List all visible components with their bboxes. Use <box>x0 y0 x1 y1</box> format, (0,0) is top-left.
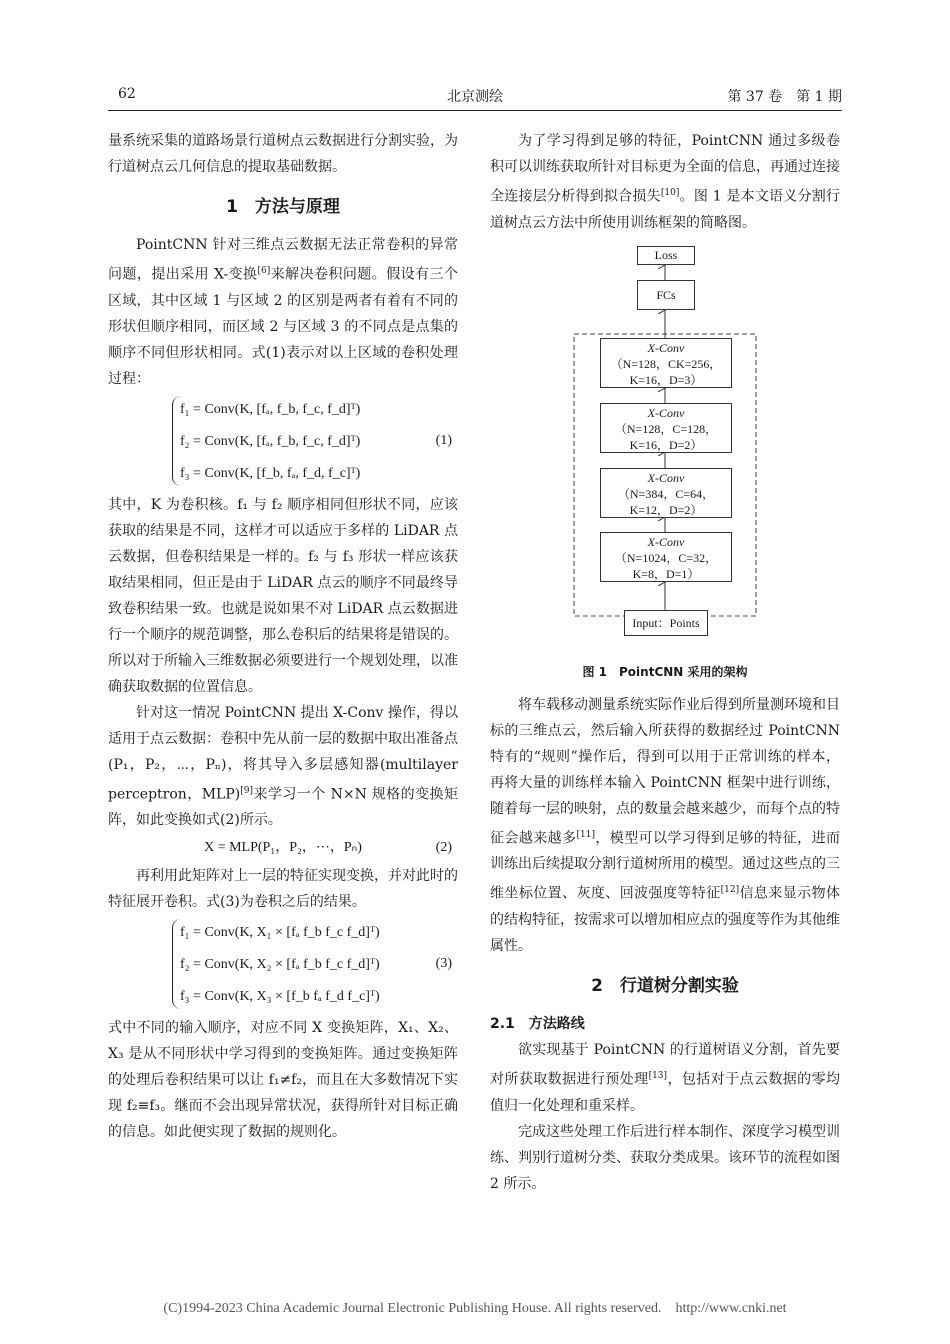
loss-box: Loss <box>637 246 695 265</box>
fcs-box: FCs <box>637 280 695 310</box>
paragraph: 完成这些处理工作后进行样本制作、深度学习模型训练、判别行道树分类、获取分类成果。该环节的流程如图 2 所示。 <box>490 1123 840 1192</box>
paragraph: 针对这一情况 PointCNN 提出 X-Conv 操作，得以适用于点云数据：卷积中先从前一层的数据中取出准备点(P₁，P₂，⋯，Pₙ)，将其导入多层感知器(multilayer perceptron，MLP)[9]来学习一个 N×N 规格的变换矩阵，如此变换如式(2)所示。 <box>108 704 458 829</box>
citation: [9] <box>240 785 253 796</box>
xconv-box: X-Conv （N=1024，C=32， K=8，D=1） <box>600 532 732 582</box>
paragraph: 再利用此矩阵对上一层的特征实现变换，并对此时的特征展开卷积。式(3)为卷积之后的结果。 <box>108 868 458 911</box>
equation-number: (1) <box>435 432 452 448</box>
citation: [10] <box>660 188 680 198</box>
right-column <box>490 128 840 1197</box>
equation-line: f₁ = Conv(K, X₁ × [fₐ f_b f_c f_d]ᵀ) <box>180 925 380 941</box>
copyright-footer: (C)1994-2023 China Academic Journal Electronic Publishing House. All rights reserved. http://www.cnki.net <box>163 1301 787 1316</box>
citation: [13] <box>648 1070 668 1081</box>
equation-2 <box>108 833 458 863</box>
paragraph: 为了学习得到足够的特征，PointCNN 通过多级卷积可以训练获取所针对目标更为全面的信息，再通过连接全连接层分析得到拟合损失[10]。图 1 是本文语义分割行道树点云方法中所使用训练框架的简略图。 <box>490 133 841 231</box>
equation-line: f₂ = Conv(K, X₂ × [fₐ f_b f_c f_d]ᵀ) <box>180 957 380 973</box>
figure-caption: 图 1 PointCNN 采用的架构 <box>582 664 748 679</box>
equation-number: (2) <box>435 840 452 856</box>
xconv-box: X-Conv （N=384，C=64， K=12，D=2） <box>600 468 732 518</box>
subsection-heading: 2.1 方法路线 <box>490 1015 585 1032</box>
issue-info: 第 37 卷 第 1 期 <box>727 89 842 105</box>
equation-line: f₃ = Conv(K, [f_b, fₐ, f_d, f_c]ᵀ) <box>180 465 361 481</box>
paragraph: 量系统采集的道路场景行道树点云数据进行分割实验，为行道树点云几何信息的提取基础数据。 <box>108 133 458 175</box>
xconv-box: X-Conv （N=128，C=128， K=16，D=2） <box>600 403 732 453</box>
paragraph: PointCNN 针对三维点云数据无法正常卷积的异常问题，提出采用 X-变换[6]来解决卷积问题。假设有三个区域，其中区域 1 与区域 2 的区别是两者有着有不同的形状但顺序相同，而区域 2 与区域 3 的不同点是点集的顺序不同但形状相同。式(1)表示对以上区域的卷积处理过程： <box>108 237 459 387</box>
equation-3 <box>108 917 458 1013</box>
section-heading: 1 方法与原理 <box>226 197 340 217</box>
header-rule <box>108 110 842 111</box>
left-column <box>108 128 458 1145</box>
page-number: 62 <box>118 86 136 102</box>
equation-brace <box>172 919 181 1009</box>
equation-1 <box>108 394 458 490</box>
citation: [12] <box>720 885 740 896</box>
equation-body: X = MLP(P₁，P₂，⋯，Pₙ) <box>204 840 362 856</box>
xconv-box: X-Conv （N=128，CK=256， K=16，D=3） <box>600 338 732 388</box>
equation-line: f₂ = Conv(K, [fₐ, f_b, f_c, f_d]ᵀ) <box>180 433 361 449</box>
journal-name: 北京测绘 <box>447 89 503 105</box>
citation: [6] <box>257 266 271 276</box>
input-box: Input：Points <box>624 610 708 636</box>
paragraph: 欲实现基于 PointCNN 的行道树语义分割，首先要对所获取数据进行预处理[13]，包括对于点云数据的零均值归一化处理和重采样。 <box>490 1041 841 1114</box>
paragraph: 其中，K 为卷积核。f₁ 与 f₂ 顺序相同但形状不同，应该获取的结果是不同，这样才可以适应于多样的 LiDAR 点云数据，但卷积结果是一样的。f₂ 与 f₃ 形状一样应该获取结果相同，但正是由于 LiDAR 点云的顺序不同最终导致卷积结果一致。也就是说如果不对 LiDAR 点云数据进行一个顺序的规范调整，那么卷积后的结果将是错误的。所以对于所输入三维数据必须要进行一个规划处理，以准确获取数据的位置信息。 <box>108 496 458 695</box>
section-heading: 2 行道树分割实验 <box>591 975 739 996</box>
paragraph: 将车载移动测量系统实际作业后得到所量测环境和目标的三维点云，然后输入所获得的数据经过 PointCNN 特有的“规则”操作后，得到可以用于正常训练的样本，再将大量的训练样本输入 PointCNN 框架中进行训练，随着每一层的映射，点的数量会越来越少，而每个点的特征会越来越多[11]，模型可以学习得到足够的特征，进而训练出后续提取分割行道树所用的模型。通过这些点的三维坐标位置、灰度、回波强度等特征[12]信息来显示物体的结构特征，按需求可以增加相应点的强度等作为其他维属性。 <box>490 696 841 954</box>
equation-brace <box>172 396 181 486</box>
paragraph: 式中不同的输入顺序，对应不同 X 变换矩阵，X₁、X₂、X₃ 是从不同形状中学习得到的变换矩阵。通过变换矩阵的处理后卷积结果可以让 f₁≠f₂，而且在大多数情况下实现 f₂≡f₃。继而不会出现异常状况，获得所针对目标正确的信息。如此便实现了数据的规则化。 <box>108 1020 458 1141</box>
citation: [11] <box>576 829 595 840</box>
equation-number: (3) <box>435 956 452 972</box>
figure-1 <box>490 238 840 658</box>
equation-line: f₁ = Conv(K, [fₐ, f_b, f_c, f_d]ᵀ) <box>180 401 361 417</box>
equation-line: f₃ = Conv(K, X₃ × [f_b fₐ f_d f_c]ᵀ) <box>180 989 380 1005</box>
